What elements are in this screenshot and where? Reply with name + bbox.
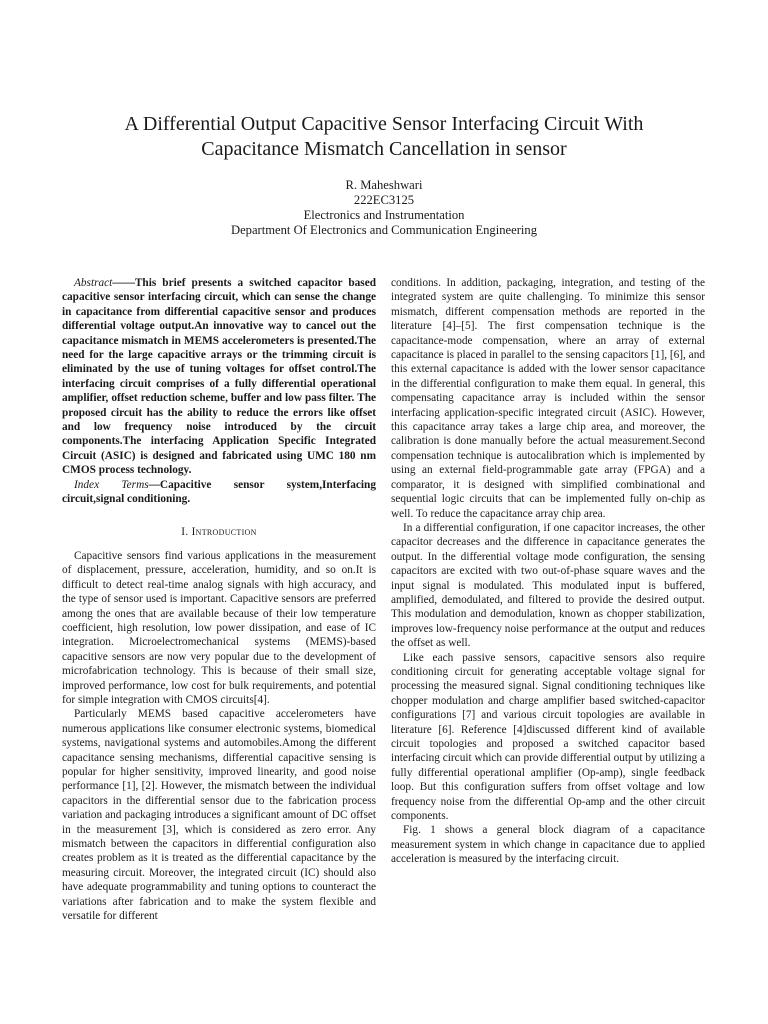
title-line-2: Capacitance Mismatch Cancellation in sensor [201,138,567,160]
author-dept: Electronics and Instrumentation [303,208,465,222]
index-terms-lead: Index Terms [74,478,149,491]
paper-title [60,112,708,162]
abstract-text: ——This brief presents a switched capacitor based capacitive sensor interfacing circuit, which can sense the change in capacitance from differential capacitive sensor and produces differential voltage output.An innovative way to cancel out the capacitance mismatch in MEMS accelerometers is presented.The need for the large capacitive arrays or the trimming circuit is eliminated by the use of tuning voltages for offset control.The interfacing circuit comprises of a fully differential operational amplifier, offset reduction scheme, buffer and low pass filter. The proposed circuit has the ability to reduce the errors like offset and low frequency noise introduced by the circuit components.The interfacing Application Specific Integrated Circuit (ASIC) is designed and fabricated using UMC 180 nm CMOS process technology. [62,277,376,477]
abstract [62,276,376,478]
intro-paragraph-1: Capacitive sensors find various applications in the measurement of displacement, pressure, acceleration, humidity, and so on.It is difficult to detect real-time analog signals with high accuracy, and the type of sensor used is important. Capacitive sensors are preferred among the ones that are available because of their low temperature coefficient, high resolution, low power dissipation, and ease of IC integration. Microelectromechanical systems (MEMS)-based capacitive sensors are now very popular due to the development of microfabrication technology. This is because of their small size, improved performance, low cost for bulk requirements, and potential for simple integration with CMOS circuits[4]. [62,549,376,706]
right-paragraph-1: conditions. In addition, packaging, integration, and testing of the integrated system are quite challenging. To minimize this sensor mismatch, different compensation methods are reported in the literature [4]–[5]. The first compensation technique is the capacitance-mode compensation, where an array of external capacitance is placed in parallel to the sensing capacitors [1], [6], and this external capacitance is added with the lower sensor capacitance in the differential configuration to make them equal. In general, this compensating capacitance array is included within the sensor interfacing application-specific integrated circuit (ASIC). However, this capacitance array takes a large chip area, and moreover, the calibration is done manually before the actual measurement.Second compensation technique is autocalibration which is implemented by using an external field-programmable gate array (FPGA) and a comparator, it is designed with simplified combinational and sequential logic circuits that can be implemented fully on-chip as well. To reduce the capacitance array chip area. [391,277,705,520]
section-number: I. [181,525,189,538]
right-paragraph-3: Like each passive sensors, capacitive sensors also require conditioning circuit for generating acceptable voltage signal for processing the measured signal. Signal conditioning techniques like chopper modulation and charge amplifier based switched-capacitor configurations [7] and various circuit topologies are available in literature [6]. Reference [4]discussed different kind of available circuit topologies and proposed a switched capacitor based interfacing circuit which can provide differential output by utilizing a fully differential operational amplifier (Op-amp), single feedback loop. But this configuration suffers from offset voltage and low frequency noise from the differential Op-amp and the other circuit components. [391,651,705,823]
left-column [62,276,376,923]
right-paragraph-4: Fig. 1 shows a general block diagram of a capacitance measurement system in which change in capacitance due to applied acceleration is measured by the interfacing circuit. [391,824,705,866]
right-paragraph-2: In a differential configuration, if one capacitor increases, the other capacitor decreases and the difference in capacitance generates the output. In the differential voltage mode configuration, the sensing capacitors are excited with two out-of-phase square waves and the input signal is modulated. This modulated input is buffered, amplified, demodulated, and filtered to provide the desired output. This modulation and demodulation, known as chopper stabilization, improves low-frequency noise performance at the output and reduces the offset as well. [391,521,705,650]
author-affiliation: Department Of Electronics and Communication Engineering [230,223,537,237]
section-heading-introduction [62,525,376,539]
intro-paragraph-2: Particularly MEMS based capacitive accelerometers have numerous applications like consumer electronic systems, biomedical systems, navigational systems and automobiles.Among the different capacitance sensing mechanisms, differential capacitive sensing is popular for higher sensitivity, improved linearity, and good noise performance [1], [2]. However, the mismatch between the individual capacitors in the differential sensor due to the fabrication process variation and packaging introduces a significant amount of DC offset in the measurement [3], which is considered as zero error. Any mismatch between the capacitors in differential configuration also creates problem as it is treated as the differential capacitance by the measuring circuit. Moreover, the integrated circuit (IC) should also have adequate programmability and tuning options to counteract the variations after fabrication and to make the system flexible and versatile for different [62,708,376,923]
index-terms-text: —Capacitive sensor system,Interfacing circuit,signal conditioning. [62,478,376,506]
section-title: Introduction [191,525,257,538]
right-column [391,276,705,867]
index-terms [62,478,376,507]
abstract-lead: Abstract [74,277,113,289]
author-name: R. Maheshwari [345,178,423,192]
title-line-1: A Differential Output Capacitive Sensor Interfacing Circuit With [124,113,644,135]
author-id: 222EC3125 [353,193,415,207]
author-block [100,178,668,238]
